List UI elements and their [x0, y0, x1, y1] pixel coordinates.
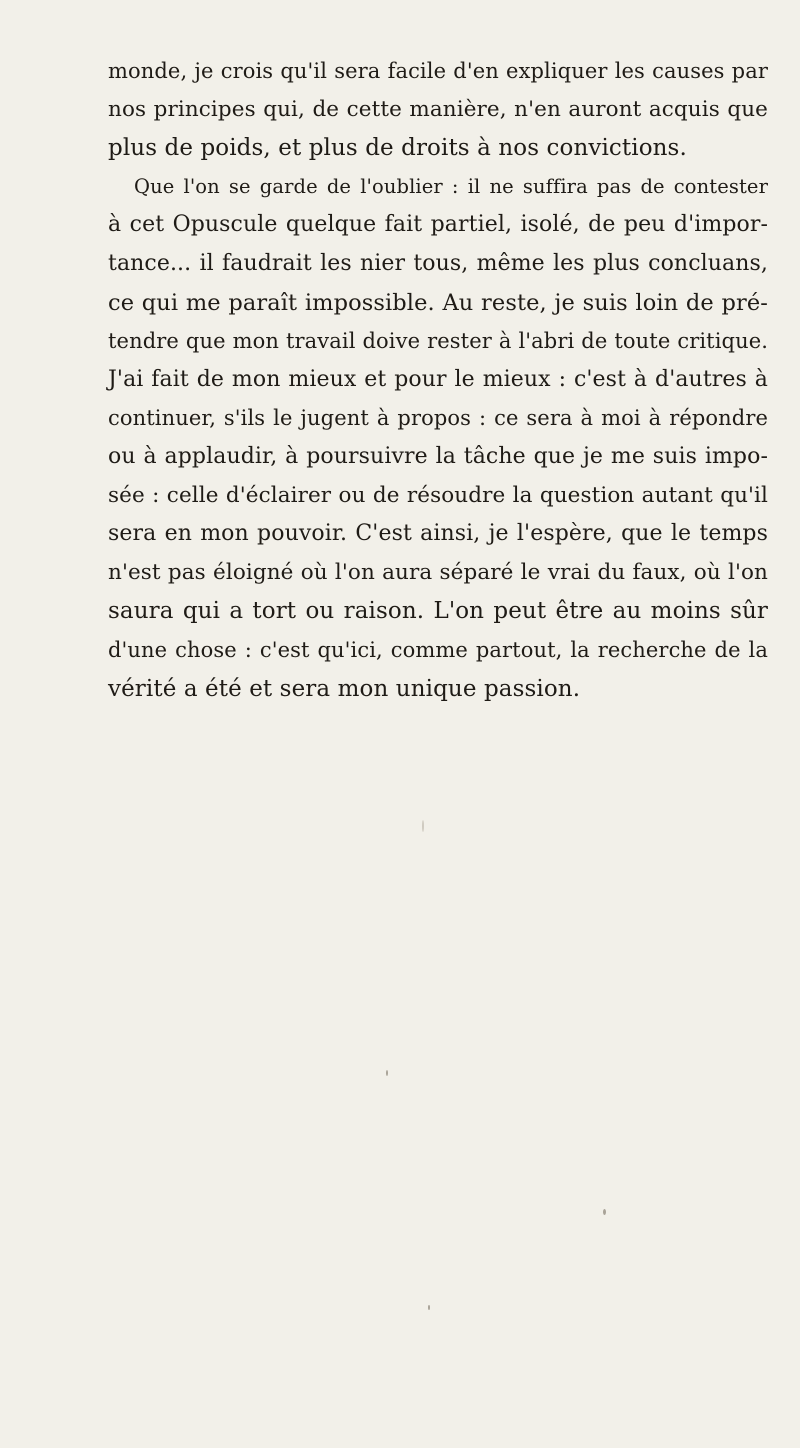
text-line-14: n'est pas éloigné où l'on aura séparé le vrai du faux, où l'on — [108, 559, 768, 585]
text-line-15: saura qui a tort ou raison. L'on peut être au moins sûr — [108, 598, 768, 625]
text-line-2: nos principes qui, de cette manière, n'en auront acquis que — [108, 96, 768, 122]
text-line-7: ce qui me paraît impossible. Au reste, je suis loin de pré- — [108, 289, 768, 316]
text-line-6: tance... il faudrait les nier tous, même les plus concluans, — [108, 250, 768, 276]
text-line-12: sée : celle d'éclairer ou de résoudre la question autant qu'il — [108, 482, 768, 508]
paper-speck — [603, 1209, 606, 1215]
text-line-13: sera en mon pouvoir. C'est ainsi, je l'espère, que le temps — [108, 521, 768, 547]
text-line-3: plus de poids, et plus de droits à nos convictions. — [108, 135, 687, 162]
text-line-16: d'une chose : c'est qu'ici, comme partout, la recherche de la — [108, 637, 768, 662]
text-line-11: ou à applaudir, à poursuivre la tâche que je me suis impo- — [108, 443, 768, 469]
text-line-5: à cet Opuscule quelque fait partiel, isolé, de peu d'impor- — [108, 212, 768, 238]
text-line-4: Que l'on se garde de l'oublier : il ne suffira pas de contester — [134, 174, 768, 198]
paper-speck — [422, 820, 424, 832]
text-line-8: tendre que mon travail doive rester à l'abri de toute critique. — [108, 329, 768, 354]
text-line-9: J'ai fait de mon mieux et pour le mieux : c'est à d'autres à — [108, 366, 768, 392]
text-line-17: vérité a été et sera mon unique passion. — [108, 675, 581, 702]
body-text — [108, 52, 768, 708]
paper-speck — [386, 1070, 388, 1076]
paper-speck — [428, 1305, 430, 1310]
text-line-10: continuer, s'ils le jugent à propos : ce sera à moi à répondre — [108, 406, 768, 431]
text-line-1: monde, je crois qu'il sera facile d'en expliquer les causes par — [108, 59, 768, 83]
